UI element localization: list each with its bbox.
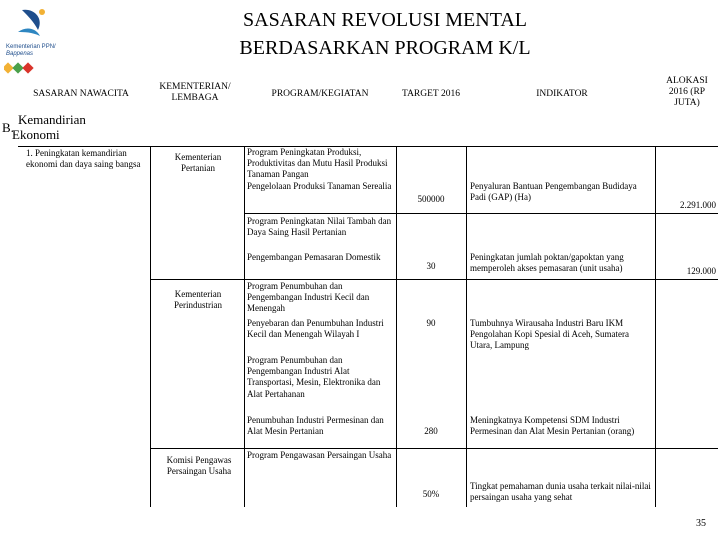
- logo-line2: Bappenas: [6, 51, 34, 57]
- row-4-border: [150, 448, 718, 449]
- table-row-5-indikator: Tingkat pemahaman dunia usaha terkait nilai-nilai persaingan usaha yang sehat: [470, 481, 651, 503]
- header-indikator: INDIKATOR: [536, 89, 588, 99]
- table-row-3-program: Program Penumbuhan dan Pengembangan Industri Kecil dan Menengah: [247, 281, 370, 314]
- logo-stripes-icon: [4, 60, 44, 74]
- table-row-3-kementerian: Kementerian Perindustrian: [174, 289, 222, 311]
- header-sasaran: SASARAN NAWACITA: [33, 89, 129, 99]
- logo-emblem-icon: [4, 4, 84, 44]
- col-divider-4: [466, 147, 467, 507]
- section-prefix: B.: [2, 120, 14, 135]
- title-line1: SASARAN REVOLUSI MENTAL: [243, 9, 527, 31]
- logo-text: [6, 44, 56, 58]
- logo-line1: Kementerian PPN/: [6, 44, 56, 50]
- col-divider-2: [244, 147, 245, 507]
- table-row-1-alokasi: 2.291.000: [680, 200, 716, 210]
- table-row-2-program: Program Peningkatan Nilai Tambah dan Daya Saing Hasil Pertanian: [247, 216, 392, 238]
- page-title: [150, 6, 620, 62]
- table-row-1-target: 500000: [417, 194, 445, 204]
- table-row-3-target: 90: [426, 318, 436, 328]
- table-row-2-kegiatan: Pengembangan Pemasaran Domestik: [247, 252, 381, 262]
- sasaran-item: 1. Peningkatan kemandirian ekonomi dan daya saing bangsa: [26, 148, 141, 170]
- col-divider-3: [396, 147, 397, 507]
- row-1-border: [244, 213, 718, 214]
- table-row-3-kegiatan: Penyebaran dan Penumbuhan Industri Kecil dan Menengah Wilayah I: [247, 318, 384, 340]
- table-row-1-kementerian: Kementerian Pertanian: [174, 152, 222, 174]
- table-row-1-program: Program Peningkatan Produksi, Produktivitas dan Mutu Hasil Produksi Tanaman Pangan: [247, 147, 388, 180]
- table-row-1-kegiatan: Pengelolaan Produksi Tanaman Serealia: [247, 181, 392, 191]
- header-target: TARGET 2016: [402, 89, 460, 99]
- table-row-4-indikator: Meningkatnya Kompetensi SDM Industri Permesinan dan Alat Mesin Pertanian (orang): [470, 415, 635, 437]
- table-row-5-program: Program Pengawasan Persaingan Usaha: [247, 450, 392, 460]
- table-row-5-target: 50%: [422, 489, 440, 499]
- table-row-4-target: 280: [424, 426, 438, 436]
- page-number: 35: [696, 518, 706, 529]
- row-2-border: [150, 279, 718, 280]
- title-line2: BERDASARKAN PROGRAM K/L: [239, 37, 531, 59]
- table-row-5-kementerian: Komisi Pengawas Persaingan Usaha: [166, 455, 232, 477]
- table-row-4-kegiatan: Penumbuhan Industri Permesinan dan Alat Mesin Pertanian: [247, 415, 384, 437]
- bappenas-logo: [4, 4, 84, 72]
- header-program: PROGRAM/KEGIATAN: [271, 89, 369, 99]
- table-row-2-indikator: Peningkatan jumlah poktan/gapoktan yang memperoleh akses pemasaran (unit usaha): [470, 252, 624, 274]
- table-row-3-indikator: Tumbuhnya Wirausaha Industri Baru IKM Pengolahan Kopi Spesial di Aceh, Sumatera Utara, Lampung: [470, 318, 629, 351]
- header-kementerian: KEMENTERIAN/ LEMBAGA: [159, 82, 231, 103]
- col-divider-1: [150, 147, 151, 507]
- section-title-line2: Ekonomi: [12, 127, 60, 142]
- section-b: [2, 112, 86, 142]
- table-row-2-alokasi: 129.000: [686, 266, 716, 276]
- section-title-line1: Kemandirian: [18, 112, 86, 127]
- col-divider-5: [655, 147, 656, 507]
- table-row-4-program: Program Penumbuhan dan Pengembangan Industri Alat Transportasi, Mesin, Elektronika dan Alat Pertahanan: [247, 355, 381, 399]
- header-alokasi: ALOKASI 2016 (RP JUTA): [666, 76, 708, 108]
- table-row-2-target: 30: [426, 261, 436, 271]
- table-row-1-indikator: Penyaluran Bantuan Pengembangan Budidaya Padi (GAP) (Ha): [470, 181, 637, 203]
